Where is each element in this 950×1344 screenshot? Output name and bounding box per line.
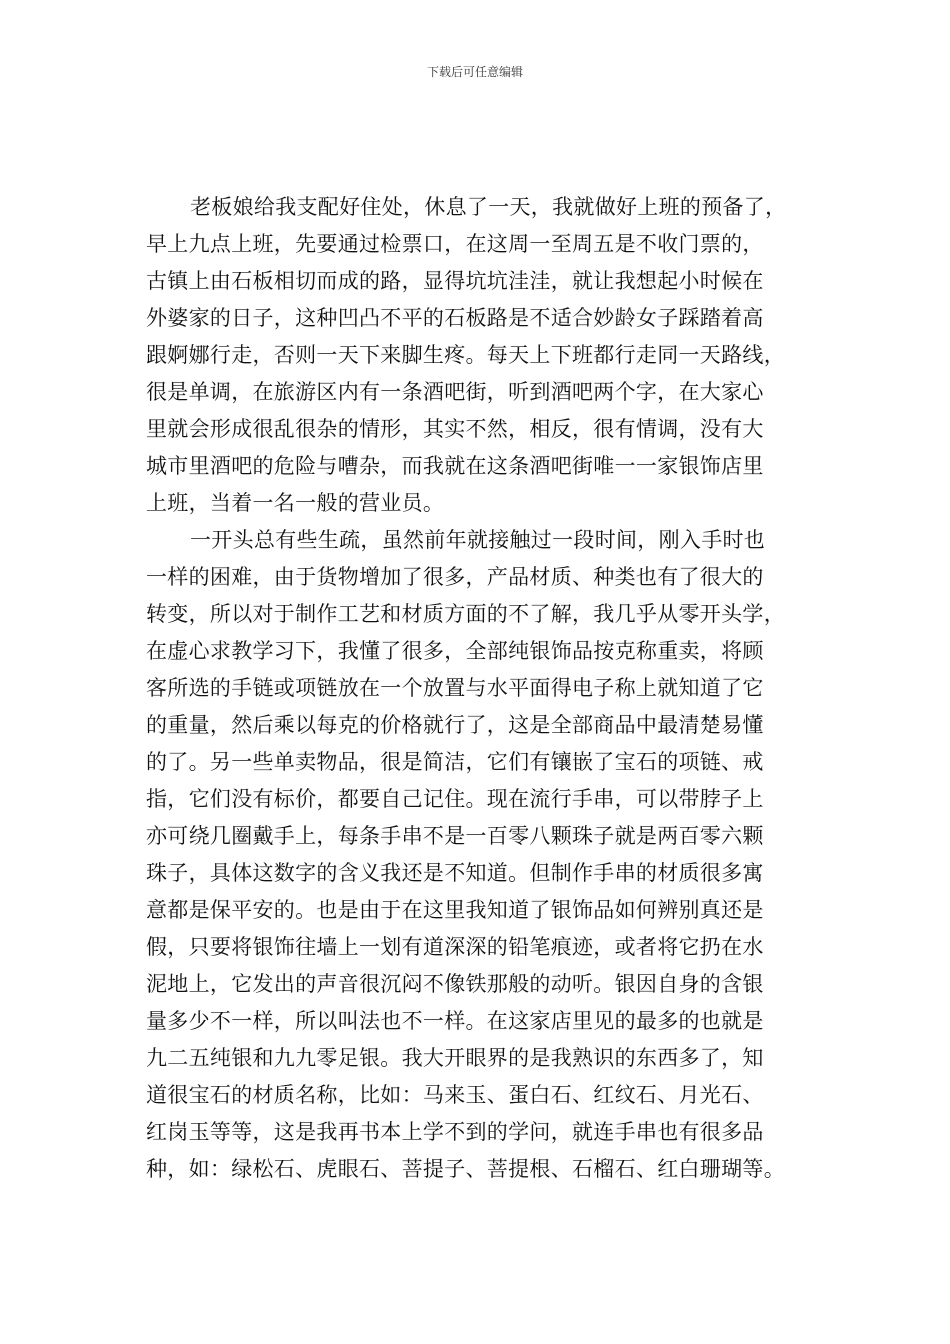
- text-line: 珠子，具体这数字的含义我还是不知道。但制作手串的材质很多寓: [146, 861, 764, 885]
- text-line: 红岗玉等等，这是我再书本上学不到的学问，就连手串也有很多品: [146, 1120, 764, 1144]
- text-line: 老板娘给我支配好住处，休息了一天，我就做好上班的预备了，: [190, 195, 787, 219]
- text-line: 上班，当着一名一般的营业员。: [146, 491, 445, 515]
- paragraph: [146, 522, 806, 1188]
- text-line: 早上九点上班，先要通过检票口，在这周一至周五是不收门票的，: [146, 232, 764, 256]
- text-line: 假，只要将银饰往墙上一划有道深深的铅笔痕迹，或者将它扔在水: [146, 935, 764, 959]
- text-line: 的重量，然后乘以每克的价格就行了，这是全部商品中最清楚易懂: [146, 713, 764, 737]
- text-line: 一样的困难，由于货物增加了很多，产品材质、种类也有了很大的: [146, 565, 764, 589]
- page-header: 下载后可任意编辑: [426, 65, 523, 79]
- text-line: 客所选的手链或项链放在一个放置与水平面得电子称上就知道了它: [146, 676, 764, 700]
- text-line: 一开头总有些生疏，虽然前年就接触过一段时间，刚入手时也: [190, 528, 766, 552]
- text-line: 跟婀娜行走，否则一天下来脚生疼。每天上下班都行走同一天路线，: [146, 343, 785, 367]
- text-line: 指，它们没有标价，都要自己记住。现在流行手串，可以带脖子上: [146, 787, 764, 811]
- text-line: 外婆家的日子，这种凹凸不平的石板路是不适合妙龄女子踩踏着高: [146, 306, 764, 330]
- text-line: 亦可绕几圈戴手上，每条手串不是一百零八颗珠子就是两百零六颗: [146, 824, 764, 848]
- text-line: 城市里酒吧的危险与嘈杂，而我就在这条酒吧街唯一一家银饰店里: [146, 454, 764, 478]
- text-line: 量多少不一样，所以叫法也不一样。在这家店里见的最多的也就是: [146, 1009, 764, 1033]
- text-line: 泥地上，它发出的声音很沉闷不像铁那般的动听。银因自身的含银: [146, 972, 764, 996]
- text-line: 在虚心求教学习下，我懂了很多，全部纯银饰品按克称重卖，将顾: [146, 639, 764, 663]
- text-line: 意都是保平安的。也是由于在这里我知道了银饰品如何辨别真还是: [146, 898, 764, 922]
- text-line: 转变，所以对于制作工艺和材质方面的不了解，我几乎从零开头学，: [146, 602, 785, 626]
- text-line: 九二五纯银和九九零足银。我大开眼界的是我熟识的东西多了，知: [146, 1046, 764, 1070]
- text-line: 古镇上由石板相切而成的路，显得坑坑洼洼，就让我想起小时候在: [146, 269, 764, 293]
- text-line: 里就会形成很乱很杂的情形，其实不然，相反，很有情调，没有大: [146, 417, 764, 441]
- text-line: 种，如：绿松石、虎眼石、菩提子、菩提根、石榴石、红白珊瑚等。: [146, 1157, 785, 1181]
- text-line: 的了。另一些单卖物品，很是简洁，它们有镶嵌了宝石的项链、戒: [146, 750, 764, 774]
- document-body: [146, 189, 806, 1188]
- text-line: 很是单调，在旅游区内有一条酒吧街，听到酒吧两个字，在大家心: [146, 380, 764, 404]
- paragraph: [146, 189, 806, 522]
- text-line: 道很宝石的材质名称，比如：马来玉、蛋白石、红纹石、月光石、: [146, 1083, 764, 1107]
